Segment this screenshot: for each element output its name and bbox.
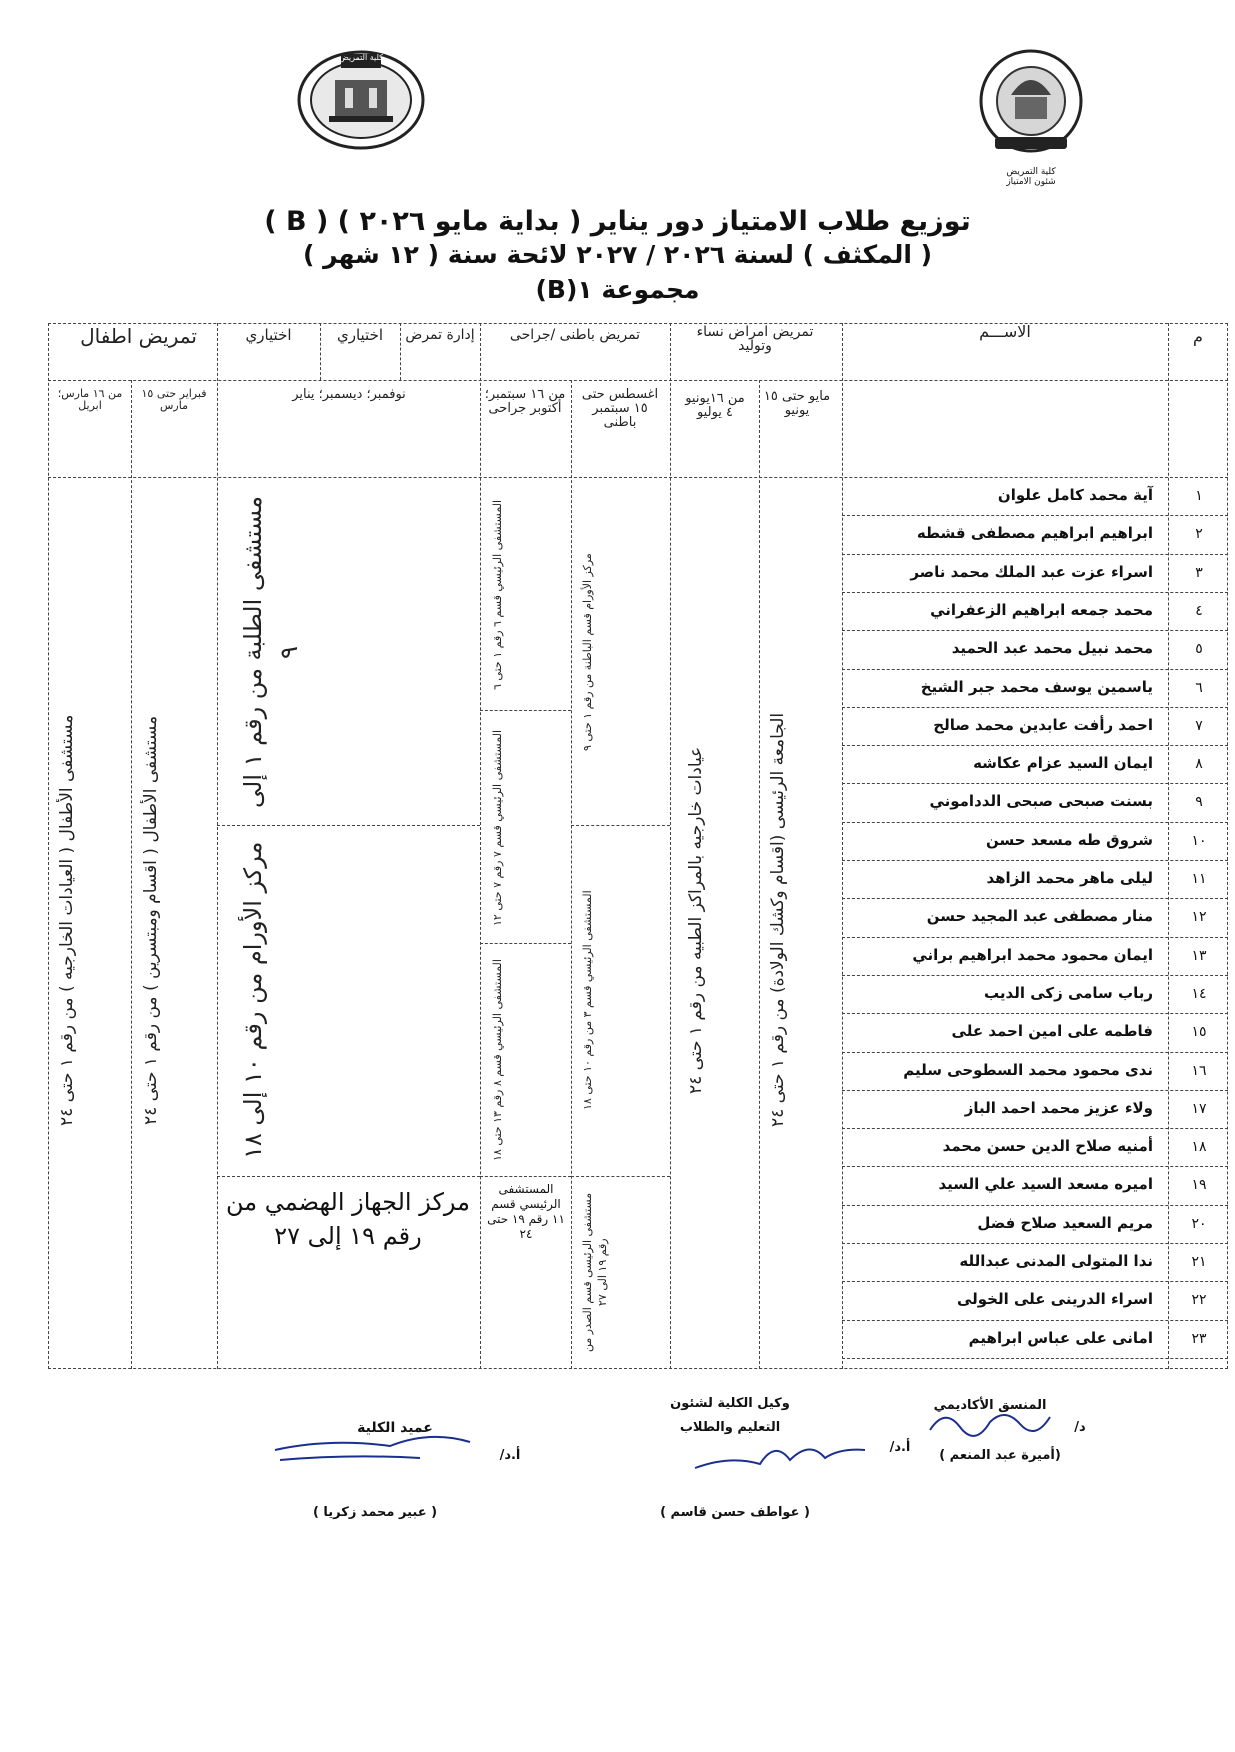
row-divider [842, 669, 1228, 670]
header-name: الاســـم [979, 322, 1031, 341]
cell-surgical-1: المستشفى الرئيسي قسم ٦ رقم ١ حتى ٦ [491, 499, 504, 691]
row-divider [842, 1243, 1228, 1244]
student-name: ابراهيم ابراهيم مصطفى قشطه [916, 524, 1153, 543]
row-number: ٥ [1195, 641, 1203, 658]
header-num: م [1193, 327, 1203, 346]
cell-medical-1: مركز الأورام قسم الباطنة من رقم ١ حتى ٩ [581, 553, 594, 752]
row-divider [842, 630, 1228, 631]
header-admin-nursing: إدارة تمرض [405, 327, 475, 343]
page-title-line3: مجموعة ١(B) [535, 275, 700, 304]
vice-dean-signature [690, 1430, 870, 1479]
student-name: ايمان محمود محمد ابراهيم براني [912, 945, 1153, 964]
dean-prefix: أ.د/ [499, 1448, 521, 1463]
student-name: آية محمد كامل علوان [997, 486, 1153, 504]
cell-surgical-3: المستشفى الرئيسي قسم ٨ رقم ١٣ حتى ١٨ [491, 959, 504, 1162]
row-number: ٩ [1195, 794, 1203, 811]
row-divider [842, 554, 1228, 555]
right-logo-text: كلية التمريض شئون الامتياز [1006, 167, 1056, 187]
row-number: ١٦ [1191, 1062, 1207, 1079]
row-number: ٢ [1195, 526, 1203, 543]
row-divider [842, 707, 1228, 708]
cell-medical-3: مستشفى الرئيسى قسم الصدر من رقم ١٩ الى ٢٧ [581, 1192, 609, 1353]
student-name: ايمان السيد عزام عكاشه [973, 754, 1153, 773]
row-divider [842, 1090, 1228, 1091]
row-number: ٢١ [1191, 1254, 1207, 1270]
cell-pediatric-2: مستشفى الأطفال ( العيادات الخارجيه ) من رقم ١ حتى ٢٤ [57, 714, 77, 1126]
student-name: امانى على عباس ابراهيم [968, 1328, 1153, 1347]
row-divider [842, 975, 1228, 976]
cell-pediatric-1: مستشفى الأطفال ( اقسام ومبتسرين ) من رقم ١ حتى ٢٤ [141, 715, 161, 1125]
row-divider [842, 860, 1228, 861]
row-number: ١ [1195, 488, 1203, 504]
row-number: ١٨ [1191, 1139, 1207, 1156]
subheader-nov-jan: نوفمبر؛ ديسمبر؛ يناير [292, 387, 406, 402]
row-number: ١٥ [1191, 1024, 1207, 1041]
student-name: اسراء الدرينى على الخولى [956, 1290, 1153, 1309]
row-number: ٣ [1195, 564, 1203, 581]
student-name: فاطمه على امين احمد على [951, 1022, 1153, 1041]
row-number: ١٢ [1191, 909, 1207, 926]
student-name: ياسمين يوسف محمد جبر الشيخ [920, 677, 1153, 696]
vice-dean-name: ( عواطف حسن قاسم ) [660, 1505, 810, 1520]
row-divider [842, 937, 1228, 938]
student-name: احمد رأفت عابدين محمد صالح [933, 715, 1153, 734]
row-number: ٨ [1195, 756, 1203, 773]
dean-title: عميد الكلية [357, 1420, 433, 1436]
student-name: ليلى ماهر محمد الزاهد [986, 869, 1153, 887]
row-number: ٢٢ [1191, 1292, 1207, 1309]
student-name: بسنت صبحى صبحى الدداموني [929, 792, 1153, 811]
row-number: ١٣ [1191, 947, 1207, 964]
subheader-women-a: مايو حتى ١٥ يونيو [763, 389, 831, 418]
row-divider [842, 1013, 1228, 1014]
cell-women-b: عيادات خارجيه بالمراكز الطبيه من رقم ١ حتى ٢٤ [686, 746, 706, 1094]
student-name: اسراء عزت عبد الملك محمد ناصر [910, 562, 1153, 581]
coordinator-title: المنسق الأكاديمي [933, 1398, 1047, 1413]
left-university-logo [295, 50, 427, 152]
dean-name: ( عبير محمد زكريا ) [312, 1505, 438, 1520]
student-name: منار مصطفى عبد المجيد حسن [926, 907, 1153, 926]
cell-women-a: الجامعة الرئيسى (اقسام وكشك الولادة) من رقم ١ حتى ٢٤ [768, 712, 788, 1128]
vice-dean-title-1: وكيل الكلية لشئون [670, 1396, 790, 1411]
row-divider [842, 898, 1228, 899]
subheader-women-b: من ١٦يونيو ٤ يوليو [685, 391, 745, 420]
row-number: ٧ [1195, 717, 1203, 734]
student-name: ندى محمود محمد السطوحى سليم [903, 1060, 1153, 1079]
student-name: ولاء عزيز محمد احمد الباز [964, 1098, 1153, 1117]
row-divider [842, 1281, 1228, 1282]
row-number: ١٧ [1191, 1100, 1207, 1117]
student-name: محمد جمعه ابراهيم الزعفراني [930, 600, 1153, 619]
dean-signature [270, 1420, 490, 1474]
row-number: ١٠ [1191, 832, 1207, 849]
cell-surgical-4: المستشفى الرئيسي قسم ١١ رقم ١٩ حتى ٢٤ [487, 1182, 565, 1241]
student-name: أمنيه صلاح الدين حسن محمد [942, 1137, 1153, 1156]
row-number: ٤ [1195, 602, 1203, 619]
vice-dean-prefix: أ.د/ [889, 1440, 911, 1455]
row-divider [842, 1320, 1228, 1321]
subheader-feb-mar: فبراير حتى ١٥ مارس [141, 387, 207, 412]
cell-medical-2: المستشفى الرئيسي قسم ٣ من رقم ١٠ حتى ١٨ [581, 890, 594, 1110]
row-divider [842, 592, 1228, 593]
header-elective-2: اختياري [245, 326, 292, 344]
header-medsurg-nursing: تمريض باطنى /جراحى [509, 327, 641, 343]
row-number: ١٩ [1191, 1177, 1207, 1194]
row-divider [842, 822, 1228, 823]
subheader-mar-apr: من ١٦ مارس؛ ابريل [57, 387, 123, 412]
student-name: شروق طه مسعد حسن [986, 830, 1153, 849]
cell-surgical-2: المستشفى الرئيسي قسم ٧ رقم ٧ حتى ١٢ [491, 729, 504, 926]
page-title-line1: توزيع طلاب الامتياز دور يناير ( بداية مايو ٢٠٢٦ ) ( B ) [264, 206, 971, 237]
student-name: اميره مسعد السيد علي السيد [938, 1175, 1153, 1194]
student-name: محمد نبيل محمد عبد الحميد [951, 639, 1153, 658]
cell-elective-2: مركز الأورام من رقم ١٠ إلى ١٨ [239, 841, 267, 1159]
row-number: ١١ [1191, 871, 1207, 887]
student-name: رباب سامى زكى الديب [984, 983, 1153, 1002]
header-elective-1: اختياري [336, 326, 384, 344]
coordinator-name: (أميرة عبد المنعم ) [939, 1448, 1061, 1463]
coordinator-signature [925, 1402, 1055, 1446]
row-number: ٢٠ [1191, 1215, 1207, 1232]
row-divider [842, 1358, 1228, 1359]
left-logo-text: كلية التمريض [339, 53, 383, 62]
header-pediatric-nursing: تمريض اطفال [80, 324, 197, 348]
right-university-logo [975, 45, 1087, 195]
row-divider [842, 1052, 1228, 1053]
row-divider [842, 745, 1228, 746]
vice-dean-title-2: التعليم والطلاب [679, 1420, 781, 1435]
row-divider [842, 783, 1228, 784]
coordinator-prefix: د/ [1074, 1420, 1086, 1435]
page-title-line2: ( المكثف ) لسنة ٢٠٢٦ / ٢٠٢٧ لائحة سنة ( ١٢ شهر ) [302, 240, 933, 269]
row-divider [842, 1128, 1228, 1129]
cell-elective-3: مركز الجهاز الهضمي من رقم ١٩ إلى ٢٧ [226, 1188, 470, 1250]
cell-elective-1: مستشفى الطلبة من رقم ١ إلى ٩ [239, 496, 303, 809]
header-women-nursing: تمريض امراض نساء وتوليد [696, 324, 814, 354]
row-divider [842, 1205, 1228, 1206]
subheader-medical: اغسطس حتى ١٥ سبتمبر باطنى [581, 387, 659, 430]
row-number: ٢٣ [1191, 1330, 1207, 1347]
row-divider [842, 1166, 1228, 1167]
student-name: مريم السعيد صلاح فضل [977, 1213, 1153, 1232]
student-name: ندا المتولى المدنى عبدالله [959, 1252, 1153, 1270]
row-divider [842, 515, 1228, 516]
row-number: ١٤ [1191, 985, 1207, 1002]
subheader-surgical: من ١٦ سبتمبر؛ أكتوبر جراحى [484, 387, 566, 416]
row-number: ٦ [1195, 679, 1203, 696]
